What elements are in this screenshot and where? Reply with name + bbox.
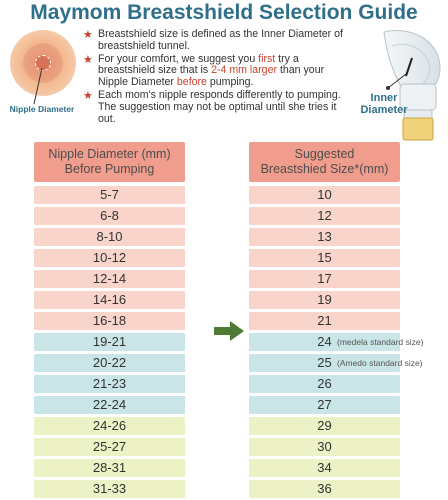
nipple-diameter-label: Nipple Diameter	[9, 104, 75, 114]
size-value: 27	[317, 397, 332, 412]
inner-diameter-label: Inner Diameter	[360, 92, 408, 116]
bullet-item	[82, 54, 352, 89]
size-value: 24	[317, 334, 332, 349]
nipple-diameter-cell: 25-27	[34, 438, 185, 456]
header-line: Breastshied Size*(mm)	[260, 162, 389, 176]
breastshield-size-cell	[249, 333, 424, 351]
bullet-text: For your comfort, we suggest you	[98, 52, 259, 65]
page-title: Maymom Breastshield Selection Guide	[30, 1, 418, 24]
breastshield-illustration	[348, 26, 446, 146]
bullet-item	[82, 90, 352, 125]
size-value: 19	[317, 292, 332, 307]
breastshield-size-cell	[249, 312, 400, 330]
size-value: 12	[317, 208, 332, 223]
size-value: 13	[317, 229, 332, 244]
size-note: (Amedo standard size)	[337, 358, 423, 368]
breastshield-size-column	[249, 142, 424, 500]
size-value: 30	[317, 439, 332, 454]
breastshield-size-cell	[249, 186, 400, 204]
bullet-item	[82, 29, 352, 53]
nipple-diameter-cell: 28-31	[34, 459, 185, 477]
size-value: 29	[317, 418, 332, 433]
bullet-text: Each mom's nipple responds differently to pumping. The suggestion may not be optimal until she tries it out.	[98, 88, 341, 125]
size-value: 21	[317, 313, 332, 328]
nipple-diameter-cell: 24-26	[34, 417, 185, 435]
breastshield-size-cell	[249, 417, 400, 435]
breastshield-size-cell	[249, 270, 400, 288]
bullet-text: than your Nipple Diameter	[98, 64, 325, 89]
size-value: 17	[317, 271, 332, 286]
bullet-list	[82, 29, 352, 126]
nipple-diameter-cell: 31-33	[34, 480, 185, 498]
header-line: Before Pumping	[64, 162, 155, 176]
header-line: Suggested	[294, 147, 355, 161]
nipple-diameter-header	[34, 142, 185, 182]
size-value: 15	[317, 250, 332, 265]
breastshield-size-header	[249, 142, 400, 182]
nipple-diameter-cell: 6-8	[34, 207, 185, 225]
star-icon: ★	[83, 29, 93, 41]
nipple-diameter-cell: 21-23	[34, 375, 185, 393]
nipple-diameter-cell: 10-12	[34, 249, 185, 267]
size-value: 36	[317, 481, 332, 496]
nipple-diameter-cell: 12-14	[34, 270, 185, 288]
nipple-diameter-cell: 22-24	[34, 396, 185, 414]
breastshield-size-cell	[249, 228, 400, 246]
breastshield-size-cell	[249, 396, 400, 414]
breastshield-size-cell	[249, 291, 400, 309]
header-line: Nipple Diameter (mm)	[48, 147, 171, 161]
bullet-text: try a breastshield size that is	[98, 52, 299, 77]
nipple-diameter-cell: 20-22	[34, 354, 185, 372]
breastshield-size-cell	[249, 459, 400, 477]
nipple-illustration	[4, 28, 84, 138]
breastshield-size-cell	[249, 375, 400, 393]
size-value: 34	[317, 460, 332, 475]
nipple-diameter-cell: 5-7	[34, 186, 185, 204]
size-value: 10	[317, 187, 332, 202]
bullet-text: Breastshield size is defined as the Inner Diameter of breastshield tunnel.	[98, 28, 343, 52]
breastshield-size-cell	[249, 480, 400, 498]
nipple-diameter-cell: 14-16	[34, 291, 185, 309]
size-note: (medela standard size)	[337, 337, 424, 347]
nipple-diameter-cell: 8-10	[34, 228, 185, 246]
breastshield-size-cell	[249, 438, 400, 456]
breastshield-size-cell	[249, 249, 400, 267]
highlight-before: before	[176, 76, 207, 89]
bullet-text: pumping.	[206, 76, 254, 89]
nipple-diameter-column	[34, 142, 185, 500]
right-arrow-icon	[214, 321, 244, 341]
nipple-diameter-cell: 19-21	[34, 333, 185, 351]
breastshield-icon	[348, 26, 446, 146]
breastshield-size-cell	[249, 354, 423, 372]
star-icon: ★	[83, 89, 93, 102]
highlight-size-range: 2-4 mm larger	[211, 64, 277, 77]
nipple-diameter-cell: 16-18	[34, 312, 185, 330]
star-icon: ★	[83, 53, 93, 66]
highlight-first: first	[258, 52, 276, 65]
breastshield-size-cell	[249, 207, 400, 225]
size-value: 26	[317, 376, 332, 391]
size-value: 25	[317, 355, 332, 370]
